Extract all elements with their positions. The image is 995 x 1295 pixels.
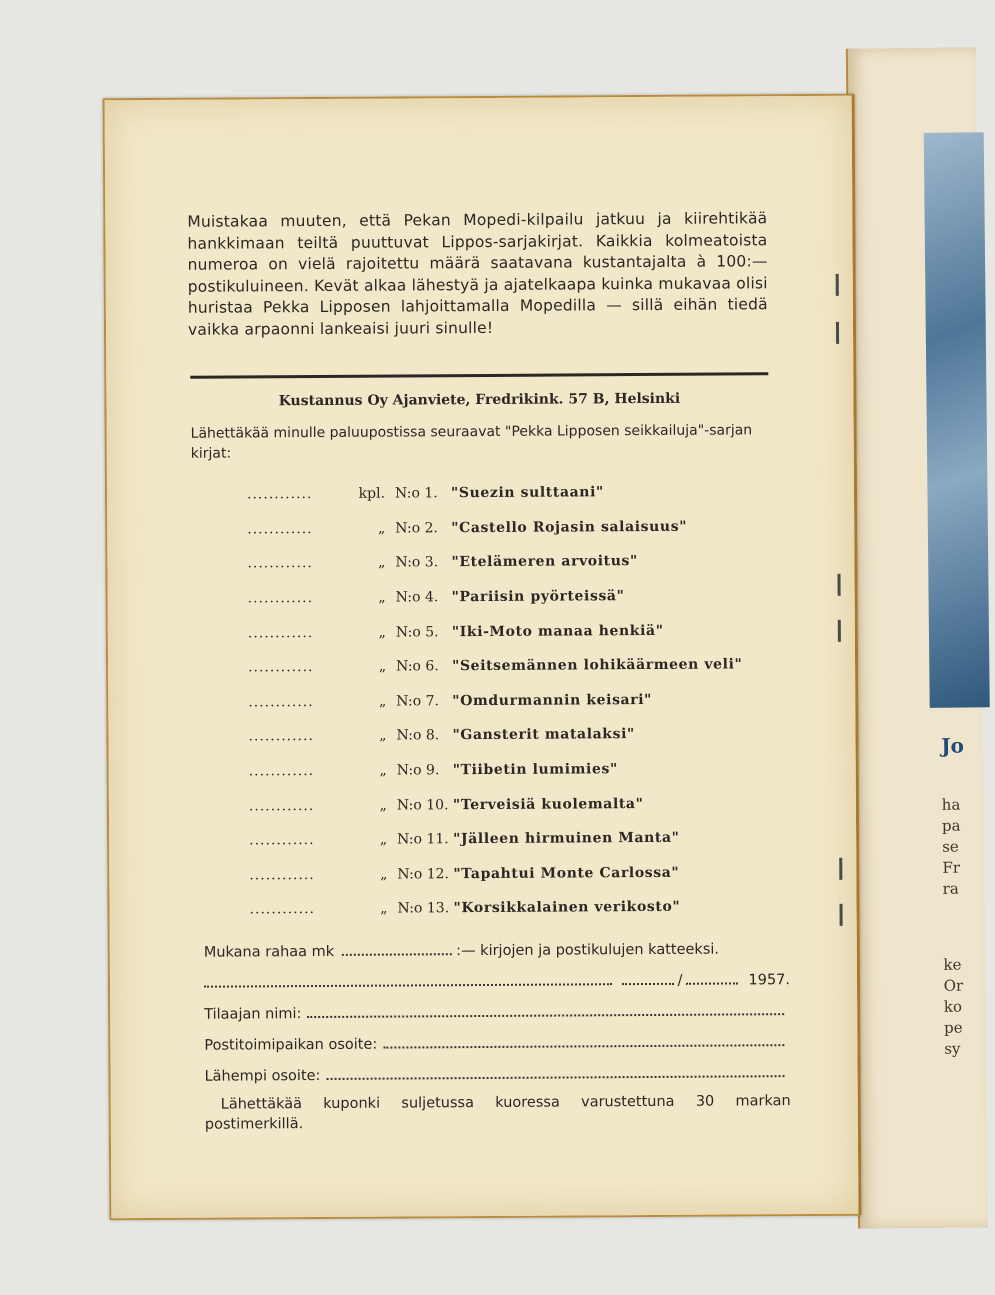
facing-page-line: ha bbox=[941, 795, 961, 814]
order-request-text: Lähettäkää minulle paluupostissa seuraavat "Pekka Lipposen seikkailuja"-sarjan kirjat: bbox=[190, 422, 753, 462]
month-field[interactable] bbox=[686, 982, 738, 984]
book-row bbox=[249, 751, 779, 789]
book-number: N:o 13. bbox=[397, 900, 450, 917]
book-number: N:o 5. bbox=[395, 623, 439, 641]
publisher-line: Kustannus Oy Ajanviete, Fredrikink. 57 B, Helsinki bbox=[278, 390, 681, 410]
address-line bbox=[204, 1050, 790, 1085]
book-number: N:o 7. bbox=[396, 693, 440, 710]
facing-page-line: sy bbox=[944, 1039, 961, 1058]
book-row bbox=[247, 509, 777, 547]
day-field[interactable] bbox=[622, 983, 674, 985]
book-title: "Terveisiä kuolemalta" bbox=[452, 795, 644, 813]
book-number: N:o 3. bbox=[395, 554, 439, 572]
money-suffix: :— kirjojen ja postikulujen katteeksi. bbox=[456, 941, 720, 960]
book-unit: „ bbox=[378, 658, 387, 675]
book-unit: „ bbox=[378, 624, 386, 641]
facing-page bbox=[846, 47, 988, 1228]
book-row bbox=[247, 474, 777, 512]
book-unit: „ bbox=[379, 831, 388, 848]
quantity-field[interactable]: ............ bbox=[247, 590, 314, 607]
book-number: N:o 12. bbox=[397, 866, 449, 883]
order-form bbox=[204, 926, 791, 1135]
book-unit: „ bbox=[377, 520, 386, 537]
facing-page-line: pa bbox=[941, 816, 961, 835]
book-number: N:o 9. bbox=[396, 762, 440, 779]
book-title: "Omdurmannin keisari" bbox=[452, 691, 653, 710]
postal-field[interactable] bbox=[383, 1044, 784, 1048]
book-title: "Suezin sulttaani" bbox=[450, 484, 604, 502]
name-line bbox=[204, 988, 790, 1023]
book-unit: „ bbox=[378, 693, 387, 710]
book-unit: „ bbox=[378, 555, 386, 572]
mailing-note: Lähettäkää kuponki suljetussa kuoressa varustettuna 30 markan postimerkillä. bbox=[204, 1093, 791, 1133]
book-unit: „ bbox=[380, 866, 388, 883]
money-label: Mukana rahaa mk bbox=[203, 943, 335, 961]
name-label: Tilaajan nimi: bbox=[204, 1006, 302, 1023]
quantity-field[interactable]: ............ bbox=[247, 555, 313, 572]
quantity-field[interactable]: ............ bbox=[249, 901, 315, 918]
facing-page-line: Or bbox=[943, 976, 964, 995]
book-title: "Iki-Moto manaa henkiä" bbox=[451, 622, 664, 640]
staple bbox=[837, 574, 840, 596]
staple bbox=[839, 858, 842, 880]
facing-page-line: Fr bbox=[942, 858, 961, 877]
book-number: N:o 8. bbox=[396, 727, 440, 744]
staple bbox=[840, 904, 843, 926]
book-number: N:o 10. bbox=[396, 796, 449, 814]
book-row bbox=[248, 682, 778, 720]
date-line bbox=[204, 957, 790, 992]
divider-rule bbox=[190, 372, 768, 379]
book-unit: „ bbox=[379, 762, 387, 779]
book-number: N:o 11. bbox=[397, 831, 449, 848]
book-row bbox=[248, 613, 778, 651]
book-number: N:o 6. bbox=[396, 658, 439, 675]
staple bbox=[838, 620, 841, 642]
book-number: N:o 2. bbox=[395, 520, 438, 537]
place-field[interactable] bbox=[204, 983, 612, 987]
name-field[interactable] bbox=[307, 1013, 784, 1018]
postal-label: Postitoimipaikan osoite: bbox=[204, 1036, 378, 1054]
book-number: N:o 1. bbox=[394, 485, 438, 502]
quantity-field[interactable]: ............ bbox=[246, 486, 313, 503]
money-line bbox=[204, 926, 790, 961]
book-unit: „ bbox=[379, 797, 387, 814]
book-title: "Pariisin pyörteissä" bbox=[451, 588, 625, 606]
postal-line bbox=[204, 1019, 790, 1054]
money-amount-field[interactable] bbox=[342, 953, 452, 956]
quantity-field[interactable]: ............ bbox=[248, 797, 315, 815]
facing-page-line: ko bbox=[943, 997, 963, 1016]
quantity-field[interactable]: ............ bbox=[249, 866, 315, 884]
booklet-page bbox=[103, 94, 862, 1221]
quantity-field[interactable]: ............ bbox=[247, 520, 313, 538]
book-unit: „ bbox=[378, 589, 386, 606]
book-row bbox=[249, 889, 779, 927]
date-separator: / bbox=[677, 972, 683, 989]
address-field[interactable] bbox=[326, 1075, 784, 1080]
book-title: "Tiibetin lumimies" bbox=[452, 761, 618, 779]
facing-page-heading: Jo bbox=[941, 733, 965, 758]
quantity-field[interactable]: ............ bbox=[248, 763, 315, 780]
book-title: "Gansterit matalaksi" bbox=[452, 726, 635, 744]
facing-page-line: pe bbox=[943, 1018, 963, 1037]
book-title: "Castello Rojasin salaisuus" bbox=[451, 518, 688, 537]
book-row bbox=[249, 820, 779, 858]
book-row bbox=[249, 855, 779, 893]
quantity-field[interactable]: ............ bbox=[247, 624, 314, 642]
intro-paragraph: Muistakaa muuten, että Pekan Mopedi-kilpailu jatkuu ja kiirehtikää hankkimaan teiltä puuttuvat Lippos-sarjakirjat. Kaikkia kolmeatoista numeroa on vielä rajoitettu määrä saatavana kustantajalta à 100:— postikuluineen. Kevät alkaa lähestyä ja ajatelkaapa kuinka mukavaa olisi huristaa Pekka Lipposen lahjoittamalla Mopedilla — sillä eihän tiedä vaikka arpaonni lankeaisi juuri sinulle! bbox=[187, 209, 768, 339]
address-label: Lähempi osoite: bbox=[204, 1067, 321, 1085]
book-title: "Etelämeren arvoitus" bbox=[451, 553, 638, 571]
facing-page-line: se bbox=[942, 837, 959, 856]
book-row bbox=[249, 786, 779, 824]
book-title: "Korsikkalainen verikosto" bbox=[453, 899, 681, 917]
book-row bbox=[247, 543, 777, 581]
staple bbox=[836, 322, 839, 344]
book-title: "Seitsemännen lohikäärmeen veli" bbox=[452, 656, 743, 675]
book-unit: „ bbox=[379, 728, 387, 745]
book-title: "Jälleen hirmuinen Manta" bbox=[453, 830, 680, 848]
facing-page-photo bbox=[924, 132, 990, 708]
book-order-list bbox=[247, 474, 780, 927]
facing-page-line: ke bbox=[943, 955, 962, 974]
quantity-field[interactable]: ............ bbox=[248, 659, 314, 676]
book-row bbox=[248, 578, 778, 616]
book-number: N:o 4. bbox=[395, 589, 439, 606]
staple bbox=[836, 274, 839, 296]
book-unit: „ bbox=[380, 901, 388, 918]
book-title: "Tapahtui Monte Carlossa" bbox=[453, 864, 680, 883]
book-row bbox=[248, 647, 778, 685]
facing-page-line: ra bbox=[942, 879, 959, 898]
year-label: 1957. bbox=[748, 972, 791, 989]
quantity-field[interactable]: ............ bbox=[249, 832, 315, 849]
quantity-field[interactable]: ............ bbox=[248, 693, 314, 711]
quantity-field[interactable]: ............ bbox=[248, 728, 314, 745]
book-unit: kpl. bbox=[358, 485, 386, 503]
book-row bbox=[248, 716, 778, 754]
